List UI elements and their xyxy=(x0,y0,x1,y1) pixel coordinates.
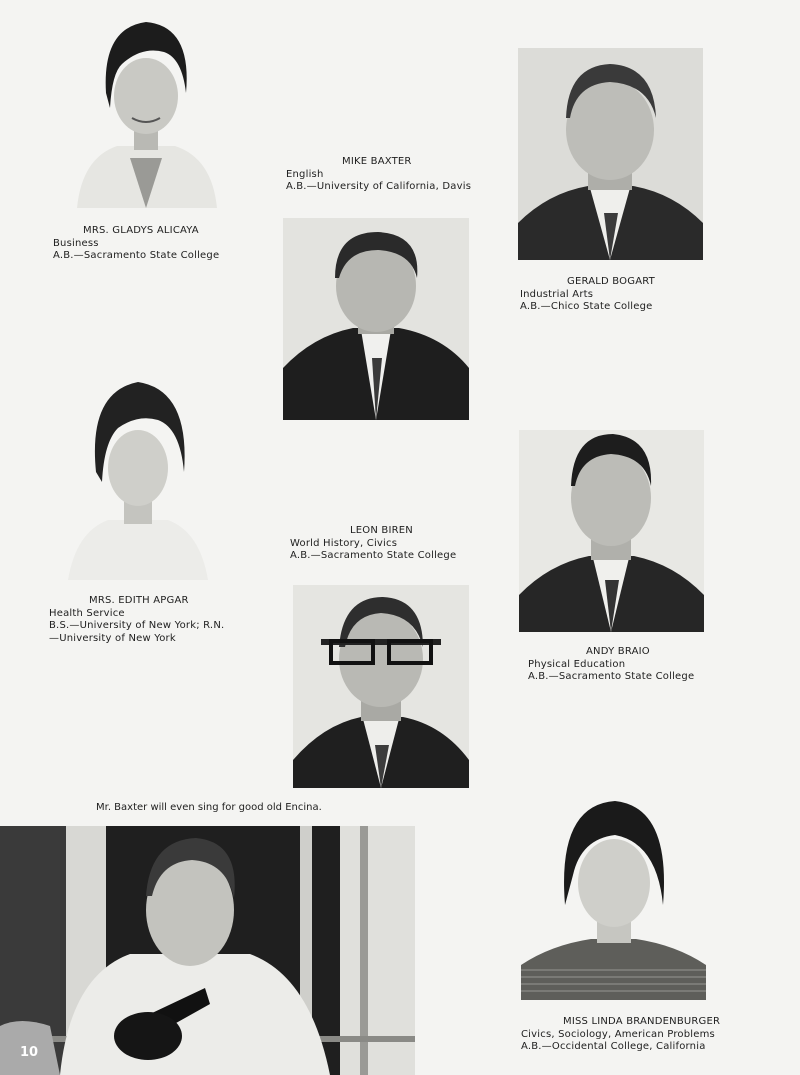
portrait-biren xyxy=(293,585,469,788)
caption-braio xyxy=(528,646,694,684)
caption-apgar xyxy=(49,595,224,645)
portrait-brandenburger xyxy=(521,795,706,1000)
page-number: 10 xyxy=(20,1045,39,1060)
caption-brandenburger xyxy=(521,1016,720,1054)
caption-baxter xyxy=(286,156,471,194)
faculty-degree: A.B.—Sacramento State College xyxy=(528,671,695,682)
faculty-name: GERALD BOGART xyxy=(567,276,655,287)
faculty-name: LEON BIREN xyxy=(350,525,413,536)
faculty-name: ANDY BRAIO xyxy=(586,646,650,657)
faculty-subject: English xyxy=(286,168,324,180)
faculty-subject: Health Service xyxy=(49,607,125,619)
portrait-bogart xyxy=(518,48,703,260)
faculty-subject: Industrial Arts xyxy=(520,288,594,300)
faculty-degree: B.S.—University of New York; R.N. xyxy=(49,620,225,631)
portrait-apgar xyxy=(68,372,208,580)
faculty-subject: Business xyxy=(53,237,99,249)
photo-baxter-singing xyxy=(0,826,415,1075)
faculty-subject: Civics, Sociology, American Problems xyxy=(521,1028,715,1040)
faculty-name: MISS LINDA BRANDENBURGER xyxy=(563,1016,721,1027)
faculty-name: MRS. GLADYS ALICAYA xyxy=(83,225,199,236)
caption-bogart xyxy=(520,276,655,314)
faculty-subject: World History, Civics xyxy=(290,537,398,549)
faculty-degree: A.B.—Chico State College xyxy=(520,301,653,312)
caption-alicaya xyxy=(53,225,219,263)
faculty-subject: Physical Education xyxy=(528,658,626,670)
portrait-braio xyxy=(519,430,704,632)
photo-caption: Mr. Baxter will even sing for good old Encina. xyxy=(96,802,322,813)
faculty-name: MRS. EDITH APGAR xyxy=(89,595,189,606)
faculty-degree: A.B.—Sacramento State College xyxy=(53,250,220,261)
portrait-alicaya xyxy=(72,8,220,208)
caption-biren xyxy=(290,525,456,563)
faculty-degree: A.B.—Occidental College, California xyxy=(521,1041,706,1052)
faculty-degree: A.B.—University of California, Davis xyxy=(286,181,472,192)
portrait-baxter xyxy=(283,218,469,420)
faculty-degree-cont: —University of New York xyxy=(49,632,176,644)
faculty-name: MIKE BAXTER xyxy=(342,156,412,167)
faculty-degree: A.B.—Sacramento State College xyxy=(290,550,457,561)
